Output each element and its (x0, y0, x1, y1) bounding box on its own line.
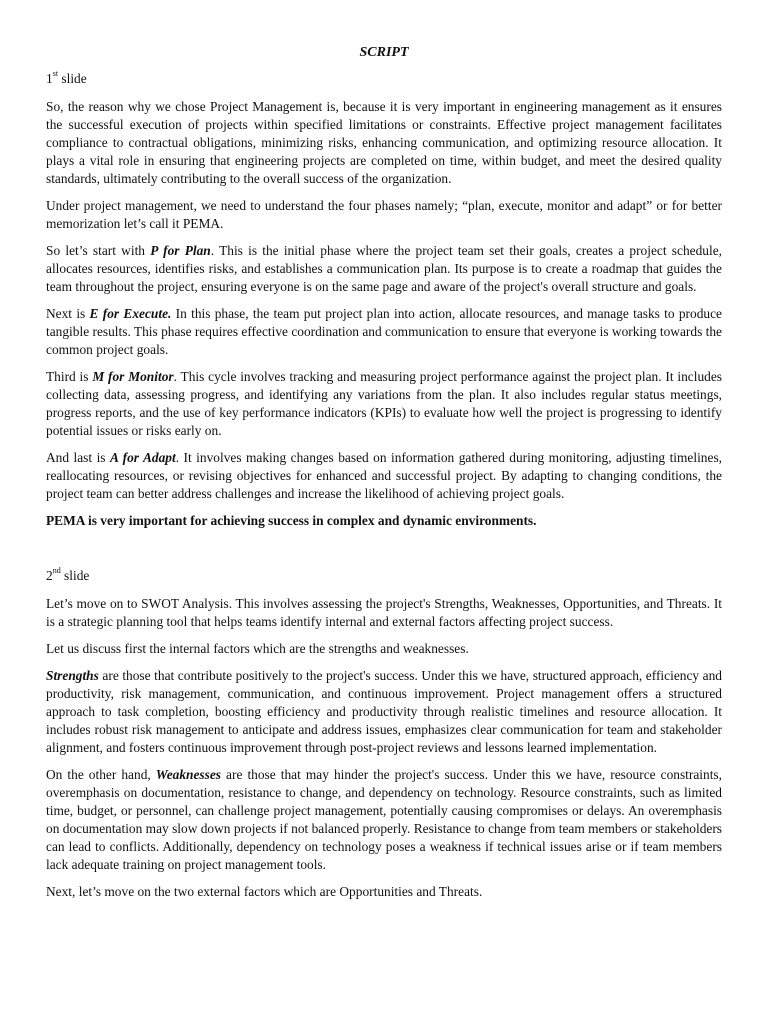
weaknesses-lead: On the other hand, (46, 767, 156, 782)
adapt-body: . It involves making changes based on information gathered during monitoring, adjusting timelines, reallocating resources, or revising objectives for enhanced and successful project. By adapting to changing conditions, the project team can better address challenges and increase the likelihood of achieving project goals. (46, 450, 723, 501)
adapt-heading: A for Adapt (109, 450, 176, 465)
slide-1-label (46, 70, 722, 88)
strengths-body: are those that contribute positively to the project's success. Under this we have, structured approach, efficiency and productivity, risk management, communication, and continuous improvement. Project management offers a structured approach to task completion, boosting efficiency and productivity through realistic timelines and resource allocation. It includes robust risk management to anticipate and address issues, emphasizes clear communication for team and stakeholder alignment, and fosters continuous improvement through post-project reviews and lessons learned implementation. (46, 668, 722, 755)
slide-2-paragraph-external: Next, let’s move on the two external factors which are Opportunities and Threats. (46, 884, 483, 899)
slide-2-paragraph-internal: Let us discuss first the internal factors which are the strengths and weaknesses. (46, 641, 469, 656)
monitor-body: . This cycle involves tracking and measuring project performance against the project plan. It includes collecting data, assessing progress, and identifying any variations from the plan. It also includes regular status meetings, progress reports, and the use of key performance indicators (KPIs) to evaluate how well the project is progressing to identify potential issues or risks early on. (46, 369, 722, 438)
execute-body: In this phase, the team put project plan into action, allocate resources, and manage tasks to produce tangible results. This phase requires effective coordination and communication to ensure that everyone is working towards the common project goals. (46, 306, 722, 357)
adapt-lead: And last is (46, 450, 110, 465)
weaknesses-body: are those that may hinder the project's success. Under this we have, resource constraints, overemphasis on documentation, resistance to change, and dependency on technology. Resource constraints, such as limited time, budget, or personnel, can challenge project management, potentially causing compromises or delays. An overemphasis on documentation may slow down projects if not balanced properly. Resistance to change from team members or stakeholders can lead to conflicts. Additionally, dependency on technology poses a weakness if technical issues arise or if team members lack adequate training on project management tools. (46, 767, 722, 872)
slide-1-paragraph-monitor (46, 368, 722, 440)
document-title: SCRIPT (359, 45, 409, 60)
slide-1-paragraph-phases: Under project management, we need to understand the four phases namely; “plan, execute, monitor and adapt” or for better memorization let’s call it PEMA. (46, 198, 722, 231)
slide-2-ordinal: nd (52, 566, 61, 575)
strengths-heading: Strengths (46, 668, 99, 683)
plan-lead: So let’s start with (46, 243, 151, 258)
slide-1-paragraph-intro: So, the reason why we chose Project Management is, because it is very important in engineering management as it ensures the successful execution of projects within specified limitations or constraints. Effective project management facilitates compliance to contractual obligations, minimizing risks, enhancing communication, and optimizing resource allocation. It plays a vital role in ensuring that engineering projects are completed on time, within budget, and meet the desired quality standards, ultimately contributing to the overall success of the organization. (46, 99, 722, 186)
slide-1-paragraph-execute (46, 305, 722, 359)
plan-heading: P for Plan (150, 243, 211, 258)
slide-2-word: slide (60, 568, 90, 583)
execute-lead: Next is (46, 306, 90, 321)
slide-2-number: 2 (46, 568, 53, 583)
slide-2-label (46, 567, 722, 585)
slide-1-ordinal: st (52, 69, 59, 78)
monitor-lead: Third is (46, 369, 93, 384)
slide-1-paragraph-plan (46, 242, 722, 296)
slide-1-word: slide (58, 71, 87, 86)
plan-body: . This is the initial phase where the project team set their goals, creates a project schedule, allocates resources, identifies risks, and establishes a communication plan. Its purpose is to create a roadmap that guides the team throughout the project, ensuring everyone is on the same page and aware of the project's overall structure and goals. (46, 243, 722, 294)
slide-1-number: 1 (46, 71, 53, 86)
slide-2-paragraph-strengths (46, 667, 722, 757)
monitor-heading: M for Monitor (92, 369, 174, 384)
slide-2-paragraph-swot: Let’s move on to SWOT Analysis. This involves assessing the project's Strengths, Weaknesses, Opportunities, and Threats. It is a strategic planning tool that helps teams identify internal and external factors affecting project success. (46, 596, 722, 629)
section-spacer (46, 539, 722, 567)
slide-1-paragraph-adapt (46, 449, 722, 503)
execute-heading: E for Execute. (89, 306, 172, 321)
slide-2-paragraph-weaknesses (46, 766, 722, 874)
weaknesses-heading: Weaknesses (155, 767, 222, 782)
slide-1-pema-summary: PEMA is very important for achieving success in complex and dynamic environments. (46, 513, 537, 528)
